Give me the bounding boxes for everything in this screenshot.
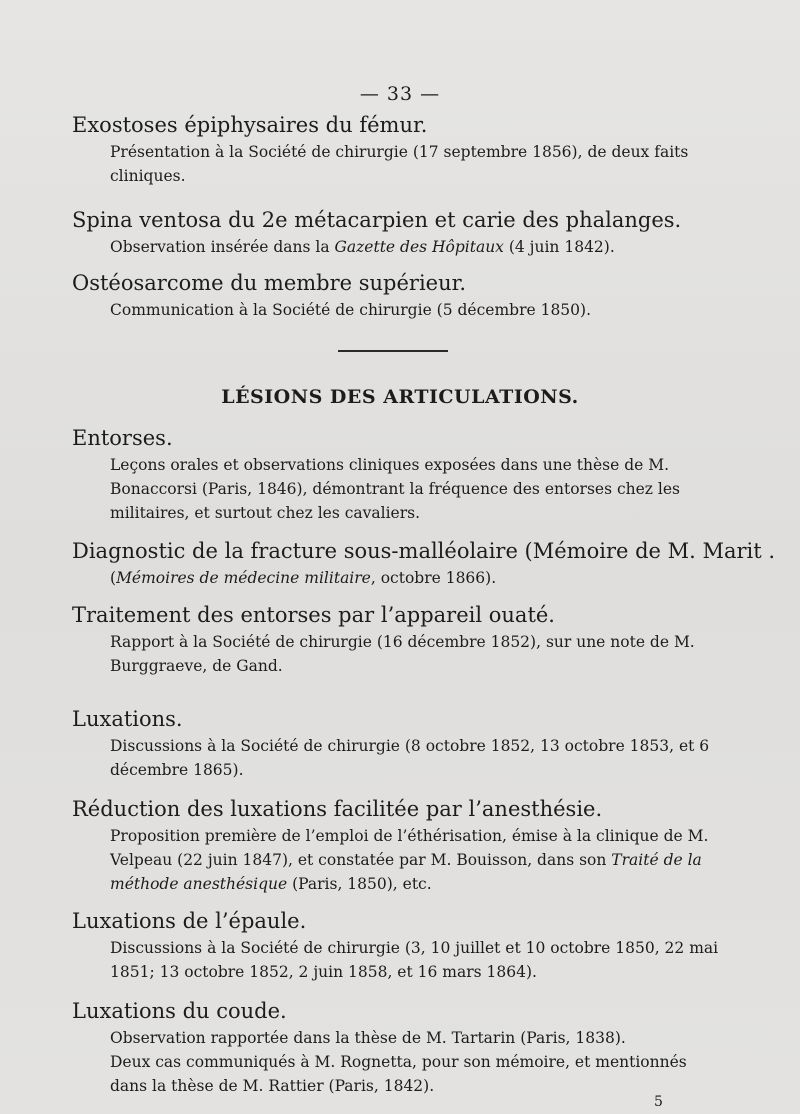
- entry-body: [110, 1026, 720, 1098]
- entry-paragraph: Discussions à la Société de chirurgie (3, 10 juillet et 10 octobre 1850, 22 mai 1851; 13 octobre 1852, 2 juin 1858, et 16 mars 1864).: [110, 939, 719, 981]
- entry-luxations-coude: [72, 998, 732, 1098]
- entry-paragraph: Deux cas communiqués à M. Rognetta, pour son mémoire, et mentionnés dans la thèse de M. Rattier (Paris, 1842).: [110, 1053, 687, 1095]
- section-divider: [338, 350, 448, 352]
- section-title: LÉSIONS DES ARTICULATIONS.: [221, 386, 579, 408]
- entry-body: [110, 298, 720, 322]
- entry-paragraph: Observation rapportée dans la thèse de M. Tartarin (Paris, 1838).: [110, 1029, 626, 1047]
- entry-body: [110, 734, 720, 782]
- entry-paragraph: Proposition première de l’emploi de l’éthérisation, émise à la clinique de M. Velpeau (22 juin 1847), et constatée par M. Bouisson, dans son Traité de la méthode anesthésique (Paris, 1850), etc.: [110, 827, 709, 893]
- entry-entorses: [72, 425, 732, 525]
- entry-luxations: [72, 706, 732, 782]
- entry-heading: Exostoses épiphysaires du fémur.: [72, 113, 428, 137]
- entry-paragraph: (Mémoires de médecine militaire, octobre 1866).: [110, 569, 497, 587]
- entry-heading: Spina ventosa du 2e métacarpien et carie des phalanges.: [72, 208, 682, 232]
- entry-reduction: [72, 796, 732, 896]
- entry-heading: Luxations de l’épaule.: [72, 909, 307, 933]
- entry-paragraph: Présentation à la Société de chirurgie (17 septembre 1856), de deux faits cliniques.: [110, 143, 689, 185]
- entry-heading: Entorses.: [72, 426, 173, 450]
- journal-title: Gazette des Hôpitaux: [334, 238, 504, 256]
- entry-diagnostic: [72, 538, 776, 590]
- entry-body: [110, 630, 720, 678]
- entry-traitement: [72, 602, 732, 678]
- entry-heading: Traitement des entorses par l’appareil ouaté.: [72, 603, 555, 627]
- entry-heading: Diagnostic de la fracture sous-malléolaire (Mémoire de M. Marit .: [72, 539, 776, 563]
- folio-number: 5: [654, 1094, 663, 1110]
- entry-heading: Luxations.: [72, 707, 183, 731]
- journal-title: Mémoires de médecine militaire: [116, 569, 371, 587]
- entry-body: [110, 936, 720, 984]
- entry-exostoses: [72, 112, 732, 188]
- entry-paragraph: Leçons orales et observations cliniques exposées dans une thèse de M. Bonaccorsi (Paris, 1846), démontrant la fréquence des entorses chez les militaires, et surtout chez les cavaliers.: [110, 456, 680, 522]
- entry-body: [110, 235, 720, 259]
- entry-paragraph: Discussions à la Société de chirurgie (8 octobre 1852, 13 octobre 1853, et 6 décembre 1865).: [110, 737, 710, 779]
- entry-paragraph: Observation insérée dans la Gazette des Hôpitaux (4 juin 1842).: [110, 238, 615, 256]
- entry-heading: Réduction des luxations facilitée par l’anesthésie.: [72, 797, 603, 821]
- book-title: Traité de la méthode anesthésique: [110, 851, 702, 893]
- entry-osteosarcome: [72, 270, 732, 322]
- entry-body: [110, 140, 720, 188]
- entry-paragraph: Rapport à la Société de chirurgie (16 décembre 1852), sur une note de M. Burggraeve, de Gand.: [110, 633, 695, 675]
- entry-heading: Ostéosarcome du membre supérieur.: [72, 271, 467, 295]
- entry-spina-ventosa: [72, 207, 732, 259]
- entry-luxations-epaule: [72, 908, 732, 984]
- entry-paragraph: Communication à la Société de chirurgie (5 décembre 1850).: [110, 301, 591, 319]
- entry-body: [110, 824, 720, 896]
- entry-body: [110, 453, 720, 525]
- entry-body: [110, 566, 720, 590]
- page-number: — 33 —: [359, 83, 441, 105]
- entry-heading: Luxations du coude.: [72, 999, 287, 1023]
